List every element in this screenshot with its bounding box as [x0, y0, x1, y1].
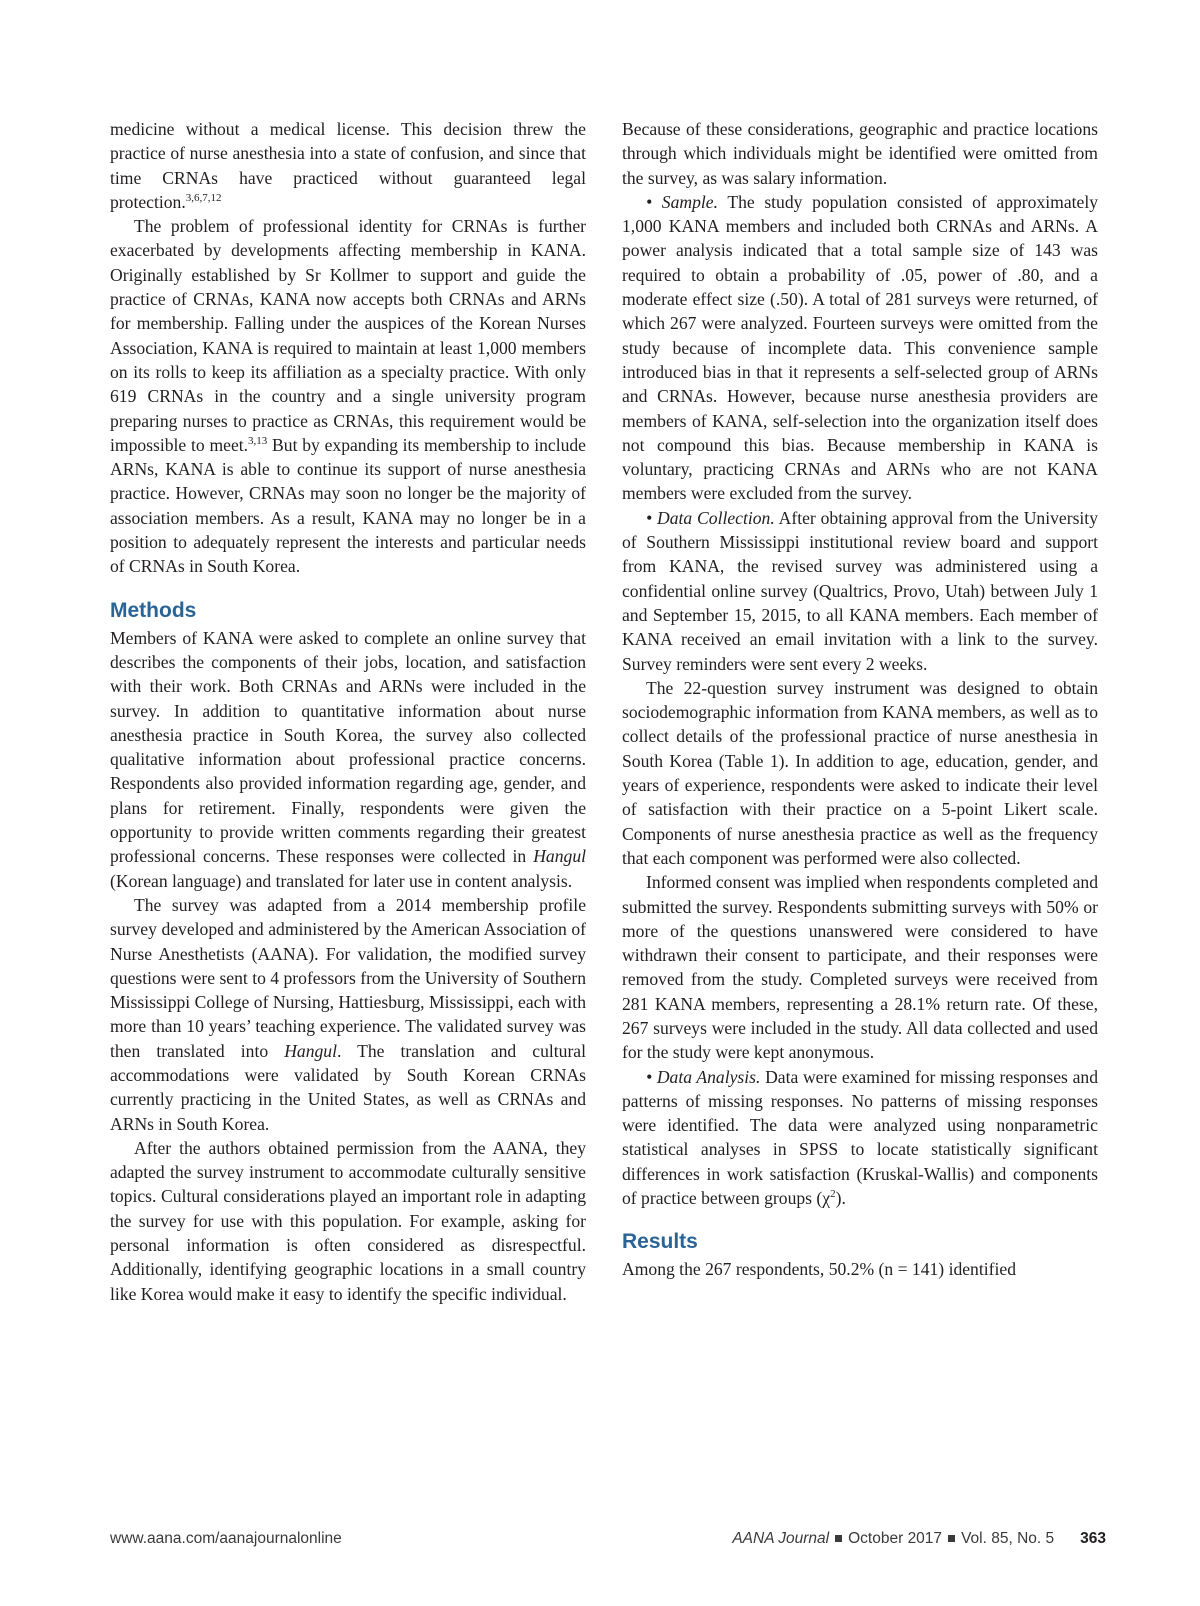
paragraph: Among the 267 respondents, 50.2% (n = 141) identified [622, 1259, 1016, 1280]
volume-info: Vol. 85, No. 5 [961, 1530, 1055, 1547]
paragraph-text: . The translation and cultural accommodations were validated by South Korean CRNAs currently practicing in the United States, as well as CRNAs and ARNs in South Korea. [110, 1040, 587, 1134]
paragraph-text: medicine without a medical license. This decision threw the practice of nurse anesthesia into a state of confusion, and since that time CRNAs have practiced without guaranteed legal protection. [110, 119, 586, 212]
paragraph [110, 214, 586, 578]
journal-name: AANA Journal [732, 1530, 830, 1547]
paragraph-text: The study population consisted of approximately 1,000 KANA members and included both CRNAs and ARNs. A power analysis indicated that a total sample size of 143 was required to obtain a probability of .05, power of .80, and a moderate effect size (.50). A total of 281 surveys were returned, of which 267 were analyzed. Fourteen surveys were omitted from the study because of incomplete data. This convenience sample introduced bias in that it represents a self-selected group of ARNs and CRNAs. However, because nurse anesthesia providers are members of KANA, self-selection into the organization itself does not compound this bias. Because membership in KANA is voluntary, practicing CRNAs and ARNs who are not KANA members were excluded from the survey. [622, 191, 1099, 504]
methods-heading: Methods [110, 598, 197, 622]
paragraph-text: (Korean language) and translated for later use in content analysis. [110, 870, 573, 891]
journal-url[interactable]: www.aana.com/aanajournalonline [110, 1530, 342, 1547]
paragraph [110, 626, 586, 893]
results-heading: Results [622, 1230, 698, 1254]
paragraph-text: Data were examined for missing responses and patterns of missing responses. No patterns of missing responses were identified. The data were analyzed using nonparametric statistical analyses in SPSS to locate statistically significant differences in work satisfaction (Kruskal-Wallis) and components of practice between groups (χ [622, 1066, 1098, 1209]
paragraph-text: After obtaining approval from the University of Southern Mississippi institutional review board and support from KANA, the revised survey was administered using a confidential online survey (Qualtrics, Provo, Utah) between July 1 and September 15, 2015, to all KANA members. Each member of KANA received an email invitation with a link to the survey. Survey reminders were sent every 2 weeks. [622, 507, 1098, 674]
paragraph-text: ). [835, 1188, 846, 1209]
page-number: 363 [1080, 1530, 1106, 1547]
italic-term: Hangul [533, 846, 586, 867]
subsection-label: • Data Analysis. [646, 1066, 761, 1087]
right-column [622, 117, 1098, 1282]
subsection-label: • Data Collection. [646, 507, 775, 528]
paragraph [622, 1065, 1098, 1211]
italic-term: Hangul [284, 1040, 337, 1061]
paragraph [622, 190, 1098, 506]
bullet-square-icon [948, 1535, 955, 1542]
subsection-label: • Sample. [646, 191, 718, 212]
issue-date: October 2017 [848, 1530, 943, 1547]
bullet-square-icon [835, 1535, 842, 1542]
paragraph: Informed consent was implied when respondents completed and submitted the survey. Respondents submitting surveys with 50% or more of the questions unanswered were considered to have withdrawn their consent to participate, and their responses were removed from the study. Completed surveys were received from 281 KANA members, representing a 28.1% return rate. Of these, 267 surveys were included in the study. All data collected and used for the study were kept anonymous. [622, 872, 1098, 1063]
paragraph-text: But by expanding its membership to include ARNs, KANA is able to continue its support of nurse anesthesia practice. However, CRNAs may soon no longer be the majority of association members. As a result, KANA may no longer be in a position to adequately represent the interests and particular needs of CRNAs in South Korea. [110, 434, 586, 577]
paragraph-text: Members of KANA were asked to complete an online survey that describes the components of their jobs, location, and satisfaction with their work. Both CRNAs and ARNs were included in the survey. In addition to quantitative information about nurse anesthesia practice in South Korea, the survey also collected qualitative information about professional practice concerns. Respondents also provided information regarding age, gender, and plans for retirement. Finally, respondents were given the opportunity to provide written comments regarding their greatest professional concerns. These responses were collected in [110, 627, 586, 867]
paragraph: After the authors obtained permission from the AANA, they adapted the survey instrument to accommodate culturally sensitive topics. Cultural considerations played an important role in adapting the survey for use with this population. For example, asking for personal information is often considered as disrespectful. Additionally, identifying geographic locations in a small country like Korea would make it easy to identify the specific individual. [110, 1137, 586, 1304]
paragraph [110, 893, 586, 1136]
paragraph: Because of these considerations, geographic and practice locations through which individuals might be identified were omitted from the survey, as was salary information. [622, 119, 1098, 188]
paragraph-text: The problem of professional identity for CRNAs is further exacerbated by developments affecting membership in KANA. Originally established by Sr Kollmer to support and guide the practice of CRNAs, KANA now accepts both CRNAs and ARNs for membership. Falling under the auspices of the Korean Nurses Association, KANA is required to maintain at least 1,000 members on its rolls to keep its affiliation as a specialty practice. With only 619 CRNAs in the country and a single university program preparing nurses to practice as CRNAs, this requirement would be impossible to meet. [110, 216, 586, 455]
superscript: 2 [830, 1188, 836, 1201]
citation-ref: 3,13 [248, 435, 268, 447]
paragraph-text: The survey was adapted from a 2014 membership profile survey developed and administered by the American Association of Nurse Anesthetists (AANA). For validation, the modified survey questions were sent to 4 professors from the University of Southern Mississippi College of Nursing, Hattiesburg, Mississippi, each with more than 10 years’ teaching experience. The validated survey was then translated into [110, 894, 586, 1061]
paragraph [622, 506, 1098, 676]
citation-ref: 3,6,7,12 [185, 192, 222, 205]
left-column [110, 117, 586, 1306]
journal-citation [732, 1530, 1106, 1548]
paragraph [110, 117, 586, 214]
paragraph: The 22-question survey instrument was designed to obtain sociodemographic information from KANA members, as well as to collect details of the professional practice of nurse anesthesia in South Korea (Table 1). In addition to age, education, gender, and years of experience, respondents were asked to indicate their level of satisfaction with their practice on a 5-point Likert scale. Components of nurse anesthesia practice as well as the frequency that each component was performed were also collected. [622, 677, 1098, 868]
